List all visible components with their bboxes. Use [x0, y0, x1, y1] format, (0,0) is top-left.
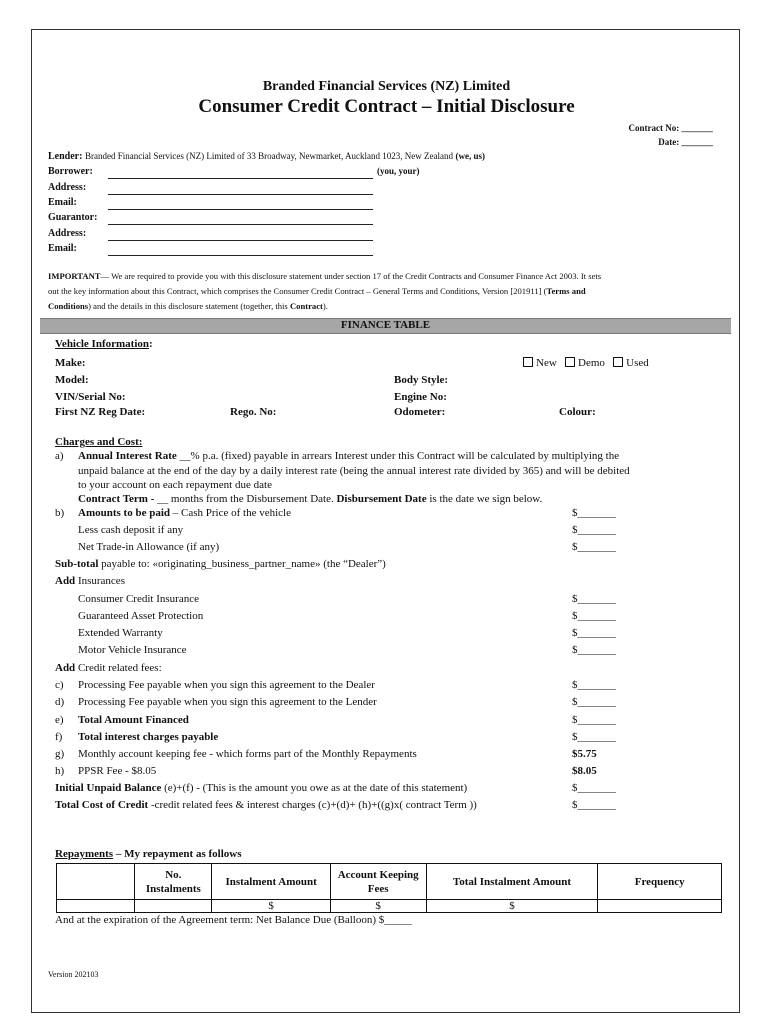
cell-instalment-amount[interactable]: $: [212, 900, 330, 913]
ins-warranty-amount[interactable]: $_______: [572, 627, 616, 639]
repayments-table: [56, 863, 722, 913]
colour-label: Colour:: [559, 406, 596, 418]
lender-label: Lender:: [48, 151, 83, 162]
ins-motor-label: Motor Vehicle Insurance: [78, 644, 187, 656]
checkbox-used[interactable]: [613, 357, 623, 367]
subtotal-line: Sub-total payable to: «originating_business_partner_name» (the “Dealer”): [55, 558, 386, 570]
opt-used[interactable]: Used: [613, 357, 649, 369]
checkbox-new[interactable]: [523, 357, 533, 367]
item-f-label: f): [55, 731, 63, 743]
balloon-line: And at the expiration of the Agreement term: Net Balance Due (Balloon) $_____: [55, 914, 412, 926]
ins-gap-label: Guaranteed Asset Protection: [78, 610, 204, 622]
dealer-fee-label: Processing Fee payable when you sign this agreement to the Dealer: [78, 679, 375, 691]
borrower-suffix: (you, your): [377, 166, 420, 176]
finance-table-title: FINANCE TABLE: [340, 319, 431, 331]
repayments-heading: Repayments – My repayment as follows: [55, 848, 242, 860]
guarantor-email-field[interactable]: [108, 243, 373, 261]
item-c-label: c): [55, 679, 64, 691]
document-page: [31, 29, 740, 1013]
item-g-label: g): [55, 748, 65, 760]
vehicle-info-heading: Vehicle Information:: [55, 338, 153, 350]
rego-label: Rego. No:: [230, 406, 277, 418]
cell-no-instalments[interactable]: [135, 900, 212, 913]
guarantor-address-label: Address:: [48, 228, 87, 239]
important-line-1: IMPORTANT— We are required to provide you with this disclosure statement under section 17 of the Credit Contracts and Consumer Finance Act 2003. It sets: [48, 271, 602, 281]
contract-date: Date: _______: [658, 137, 713, 147]
contract-term-line: Contract Term - __ months from the Disbursement Date. Disbursement Date is the date we sign below.: [78, 493, 543, 505]
ins-credit-amount[interactable]: $_______: [572, 593, 616, 605]
engine-no-label: Engine No:: [394, 391, 447, 403]
less-deposit-label: Less cash deposit if any: [78, 524, 184, 536]
guarantor-email-label: Email:: [48, 243, 77, 254]
cell-frequency[interactable]: [598, 900, 722, 913]
ins-motor-amount[interactable]: $_______: [572, 644, 616, 656]
item-e-label: e): [55, 714, 64, 726]
checkbox-demo[interactable]: [565, 357, 575, 367]
dealer-fee-amount[interactable]: $_______: [572, 679, 616, 691]
make-label: Make:: [55, 357, 86, 369]
ins-gap-amount[interactable]: $_______: [572, 610, 616, 622]
vin-label: VIN/Serial No:: [55, 391, 126, 403]
charges-heading: Charges and Cost:: [55, 436, 143, 448]
lender-line: [48, 151, 485, 162]
annual-interest-line-2: unpaid balance at the end of the day by a daily interest rate (being the annual interest rate divided by 365) and will be debited: [78, 465, 630, 477]
ppsr-fee-label: PPSR Fee - $8.05: [78, 765, 157, 777]
cell-account-keeping-fees[interactable]: $: [330, 900, 426, 913]
amounts-paid-line: Amounts to be paid – Cash Price of the vehicle: [78, 507, 291, 519]
opt-demo[interactable]: Demo: [565, 357, 605, 369]
model-label: Model:: [55, 374, 89, 386]
document-title: Consumer Credit Contract – Initial Disclosure: [198, 96, 575, 117]
important-label: IMPORTANT: [48, 271, 101, 281]
col-instalment-amount: Instalment Amount: [212, 864, 330, 900]
cell-total-instalment-amount[interactable]: $: [426, 900, 598, 913]
total-financed-amount[interactable]: $_______: [572, 714, 616, 726]
total-interest-amount[interactable]: $_______: [572, 731, 616, 743]
total-cost-credit-line: Total Cost of Credit -credit related fees & interest charges (c)+(d)+ (h)+((g)x( contract Term )): [55, 799, 477, 811]
guarantor-label: Guarantor:: [48, 212, 98, 223]
condition-options: [523, 357, 649, 369]
important-line-3: Conditions) and the details in this disclosure statement (together, this Contract).: [48, 301, 328, 311]
first-reg-label: First NZ Reg Date:: [55, 406, 146, 418]
lender-text: Branded Financial Services (NZ) Limited of 33 Broadway, Newmarket, Auckland 1023, New Zealand: [84, 151, 454, 161]
body-style-label: Body Style:: [394, 374, 449, 386]
total-cost-credit-amount[interactable]: $_______: [572, 799, 616, 811]
trade-in-amount[interactable]: $_______: [572, 541, 616, 553]
ins-warranty-label: Extended Warranty: [78, 627, 163, 639]
item-d-label: d): [55, 696, 65, 708]
col-total-instalment-amount: Total Instalment Amount: [426, 864, 598, 900]
initial-unpaid-balance-amount[interactable]: $_______: [572, 782, 616, 794]
account-fee-amount: $5.75: [572, 748, 597, 760]
opt-new[interactable]: New: [523, 357, 557, 369]
initial-unpaid-balance-line: Initial Unpaid Balance (e)+(f) - (This is the amount you owe as at the date of this statement): [55, 782, 468, 794]
contract-number: Contract No: _______: [628, 123, 713, 133]
cell-blank[interactable]: [57, 900, 135, 913]
annual-interest-line-3: to your account on each repayment due date: [78, 479, 272, 491]
add-credit-fees-line: Add Credit related fees:: [55, 662, 162, 674]
item-b-label: b): [55, 507, 65, 519]
ppsr-fee-amount: $8.05: [572, 765, 597, 777]
lender-fee-amount[interactable]: $_______: [572, 696, 616, 708]
repayments-header-row: [57, 864, 722, 900]
borrower-label: Borrower:: [48, 166, 93, 177]
trade-in-label: Net Trade-in Allowance (if any): [78, 541, 220, 553]
total-financed-label: Total Amount Financed: [78, 714, 189, 726]
odometer-label: Odometer:: [394, 406, 446, 418]
col-frequency: Frequency: [598, 864, 722, 900]
account-fee-label: Monthly account keeping fee - which forms part of the Monthly Repayments: [78, 748, 417, 760]
cash-price-amount[interactable]: $_______: [572, 507, 616, 519]
annual-interest-line: Annual Interest Rate __% p.a. (fixed) payable in arrears Interest under this Contract will be calculated by multiplying the: [78, 450, 620, 462]
item-h-label: h): [55, 765, 65, 777]
total-interest-label: Total interest charges payable: [78, 731, 219, 743]
borrower-address-label: Address:: [48, 182, 87, 193]
col-no-instalments: No. Instalments: [135, 864, 212, 900]
deposit-amount[interactable]: $_______: [572, 524, 616, 536]
repayments-data-row: [57, 900, 722, 913]
important-line-2: out the key information about this Contract, which comprises the Consumer Credit Contract – General Terms and Conditions, Version [201911] (Terms and: [48, 286, 586, 296]
version-label: Version 202103: [48, 970, 99, 979]
item-a-label: a): [55, 450, 64, 462]
col-blank: [57, 864, 135, 900]
lender-suffix: (we, us): [455, 151, 486, 161]
col-account-keeping-fees: Account Keeping Fees: [330, 864, 426, 900]
borrower-email-label: Email:: [48, 197, 77, 208]
add-insurances-line: Add Insurances: [55, 575, 125, 587]
lender-fee-label: Processing Fee payable when you sign this agreement to the Lender: [78, 696, 377, 708]
ins-credit-label: Consumer Credit Insurance: [78, 593, 199, 605]
company-name: Branded Financial Services (NZ) Limited: [262, 79, 511, 94]
